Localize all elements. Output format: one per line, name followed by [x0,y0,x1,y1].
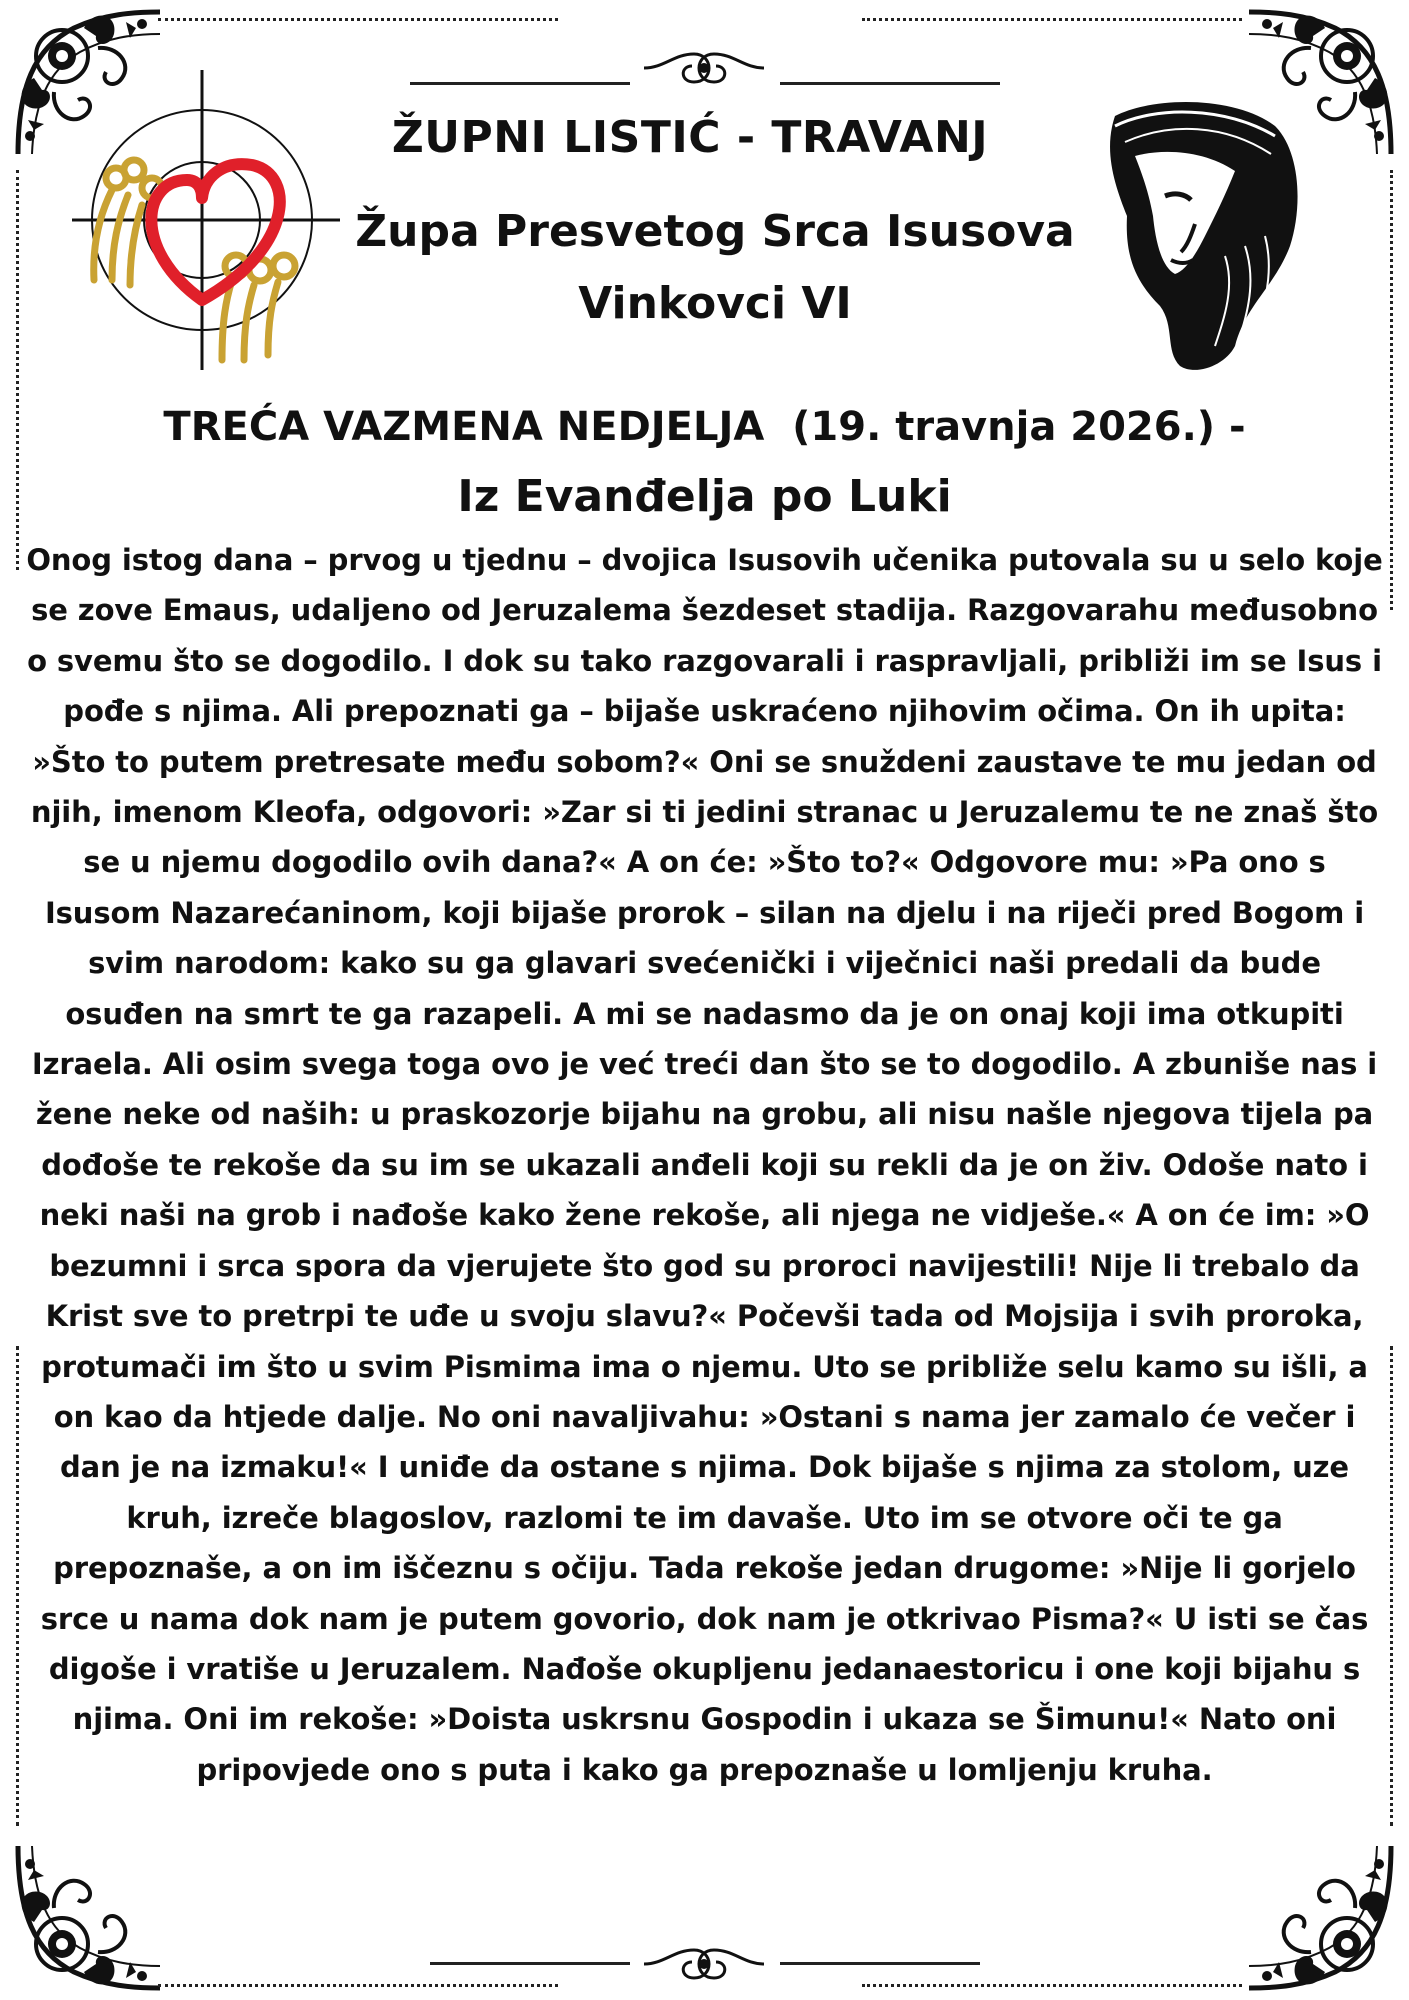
border-dotted-line [16,1346,19,1826]
border-dotted-line [158,18,558,21]
parish-heart-logo-icon [72,70,340,370]
border-dotted-line [862,18,1242,21]
christ-crown-of-thorns-icon [1075,96,1305,380]
border-dotted-line [16,170,19,570]
ornamental-corner-icon [14,1842,164,1992]
border-dotted-line [158,1984,558,1987]
border-dotted-line [862,1984,1242,1987]
sunday-heading: TREĆA VAZMENA NEDJELJA (19. travnja 2026.) - [163,404,1246,450]
ornamental-flourish-icon [634,46,774,90]
gospel-heading: Iz Evanđelja po Luki [457,471,952,522]
gospel-text: Onog istog dana – prvog u tjednu – dvojica Isusovih učenika putovala su u selo koje se zove Emaus, udaljeno od Jeruzalema šezdeset stadija. Razgovarahu međusobno o svemu što se dogodilo. I dok su tako razgovarali i raspravljali, približi im se Isus i pođe s njima. Ali prepoznati ga – bijaše uskraćeno njihovim očima. On ih upita: »Što to putem pretresate među sobom?« Oni se snuždeni zaustave te mu jedan od njih, imenom Kleofa, odgovori: »Zar si ti jedini stranac u Jeruzalemu te ne znaš što se u njemu dogodilo ovih dana?« A on će: »Što to?« Odgovore mu: »Pa ono s Isusom Nazarećaninom, koji bijaše prorok – silan na djelu i na riječi pred Bogom i svim narodom: kako su ga glavari svećenički i viječnici naši predali da bude osuđen na smrt te ga razapeli. A mi se nadasmo da je on onaj koji ima otkupiti Izraela. Ali osim svega toga ovo je već treći dan što se to dogodilo. A zbuniše nas i žene neke od naših: u praskozorje bijahu na grobu, ali nisu našle njegova tijela pa dođoše te rekoše da su im se ukazali anđeli koji su rekli da je on živ. Odoše nato i neki naši na grob i nađoše kako žene rekoše, ali njega ne vidješe.« A on će im: »O bezumni i srca spora da vjerujete što god su proroci navijestili! Nije li trebalo da Krist sve to pretrpi te uđe u svoju slavu?« Počevši tada od Mojsija i svih proroka, protumači im što u svim Pismima ima o njemu. Uto se približe selu kamo su išli, a on kao da htjede dalje. No oni navaljivahu: »Ostani s nama jer zamalo će večer i dan je na izmaku!« I uniđe da ostane s njima. Dok bijaše s njima za stolom, uze kruh, izreče blagoslov, razlomi te im davaše. Uto im se otvore oči te ga prepoznaše, a on im iščeznu s očiju. Tada rekoše jedan drugome: »Nije li gorjelo srce u nama dok nam je putem govorio, dok nam je otkrivao Pisma?« U isti se čas digoše i vratiše u Jeruzalem. Nađoše okupljenu jedanaestoricu i one koji bijahu s njima. Oni im rekoše: »Doista uskrsnu Gospodin i ukaza se Šimunu!« Nato oni pripovjede ono s puta i kako ga prepoznaše u lomljenju kruha. [26,543,1383,1787]
ornamental-flourish-icon [634,1942,774,1986]
bulletin-title: ŽUPNI LISTIĆ - TRAVANJ [391,112,989,163]
ornamental-corner-icon [1245,1842,1395,1992]
border-solid-line [410,82,630,85]
border-dotted-line [1390,1346,1393,1826]
border-solid-line [780,1962,980,1965]
border-solid-line [780,82,1000,85]
border-solid-line [430,1962,630,1965]
border-dotted-line [1390,170,1393,610]
parish-name [350,196,1080,340]
parish-name-line2: Vinkovci VI [578,278,852,329]
parish-name-line1: Župa Presvetog Srca Isusova [355,206,1075,257]
